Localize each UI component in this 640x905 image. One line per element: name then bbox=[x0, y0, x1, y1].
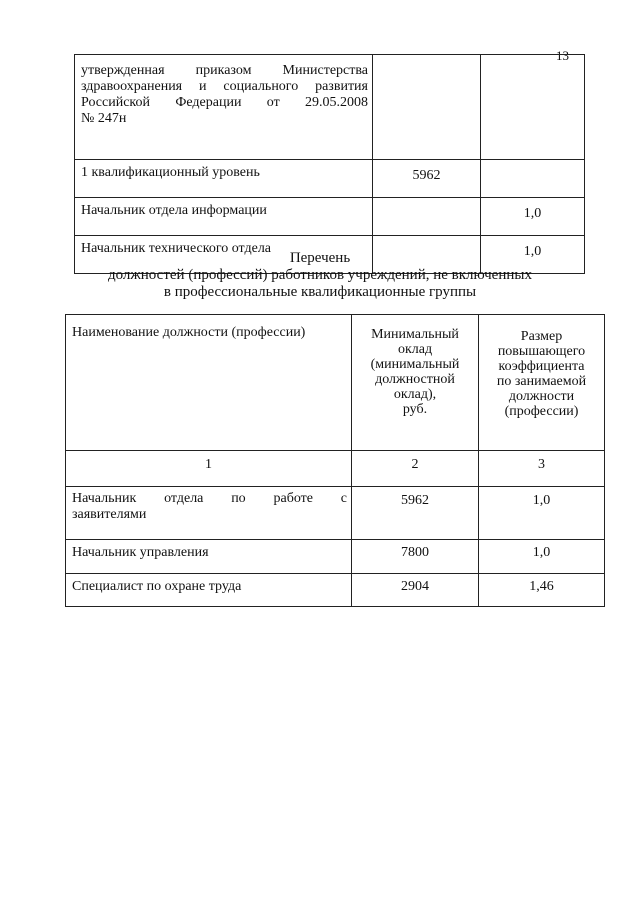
heading-line: Перечень bbox=[289, 250, 351, 266]
coefficient-value bbox=[481, 160, 585, 198]
positions-table bbox=[65, 314, 605, 607]
position-name-line: Начальник отдела по работе с bbox=[72, 491, 347, 506]
coefficient-value: 1,0 bbox=[481, 198, 585, 236]
header-text-line: № 247н bbox=[81, 111, 127, 126]
position-name bbox=[66, 487, 352, 540]
section-heading bbox=[60, 250, 580, 301]
column-number-row bbox=[66, 451, 605, 487]
header-line: (минимальный bbox=[370, 357, 460, 372]
table-cell-empty bbox=[373, 55, 481, 160]
table-row bbox=[75, 160, 585, 198]
coefficient-value: 1,46 bbox=[479, 574, 605, 607]
position-name: Специалист по охране труда bbox=[66, 574, 352, 607]
column-header-salary bbox=[352, 315, 479, 451]
header-line: по занимаемой bbox=[496, 374, 587, 389]
coefficient-value: 1,0 bbox=[479, 487, 605, 540]
column-number: 3 bbox=[479, 451, 605, 487]
coefficient-value: 1,0 bbox=[481, 236, 585, 274]
header-line: оклад), bbox=[393, 387, 437, 402]
header-line: должности bbox=[508, 389, 575, 404]
header-line: руб. bbox=[402, 402, 428, 417]
column-number: 1 bbox=[66, 451, 352, 487]
table-row bbox=[66, 487, 605, 540]
header-line: Минимальный bbox=[371, 327, 459, 342]
header-line: должностной bbox=[375, 372, 455, 387]
page-number: 13 bbox=[556, 48, 569, 63]
position-name-line: заявителями bbox=[72, 507, 147, 522]
salary-value: 7800 bbox=[352, 540, 479, 574]
position-name: Начальник технического отдела bbox=[75, 236, 373, 274]
position-name: 1 квалификационный уровень bbox=[75, 160, 373, 198]
header-line: коэффициента bbox=[498, 359, 585, 374]
header-line: (профессии) bbox=[504, 404, 579, 419]
header-text-line: здравоохранения и социального развития bbox=[81, 79, 368, 94]
qualification-table bbox=[74, 54, 585, 274]
salary-value bbox=[373, 198, 481, 236]
column-header-coefficient bbox=[479, 315, 605, 451]
header-text-line: утвержденная приказом Министерства bbox=[81, 63, 368, 78]
table-cell-header-text bbox=[75, 55, 373, 160]
heading-line: должностей (профессий) работников учреждений, не включенных bbox=[108, 267, 532, 283]
table-cell-empty bbox=[481, 55, 585, 160]
salary-value: 5962 bbox=[373, 160, 481, 198]
position-name: Начальник отдела информации bbox=[75, 198, 373, 236]
salary-value: 2904 bbox=[352, 574, 479, 607]
header-line: повышающего bbox=[497, 344, 586, 359]
table-row bbox=[66, 540, 605, 574]
column-number: 2 bbox=[352, 451, 479, 487]
salary-value: 5962 bbox=[352, 487, 479, 540]
heading-line: в профессиональные квалификационные группы bbox=[163, 284, 477, 300]
header-line: оклад bbox=[397, 342, 433, 357]
header-text-line: Российской Федерации от 29.05.2008 bbox=[81, 95, 368, 110]
coefficient-value: 1,0 bbox=[479, 540, 605, 574]
header-line: Размер bbox=[520, 329, 563, 344]
column-header-name: Наименование должности (профессии) bbox=[66, 315, 352, 451]
position-name: Начальник управления bbox=[66, 540, 352, 574]
table-row bbox=[66, 574, 605, 607]
table-header-row bbox=[66, 315, 605, 451]
table-row bbox=[75, 55, 585, 160]
table-row bbox=[75, 198, 585, 236]
